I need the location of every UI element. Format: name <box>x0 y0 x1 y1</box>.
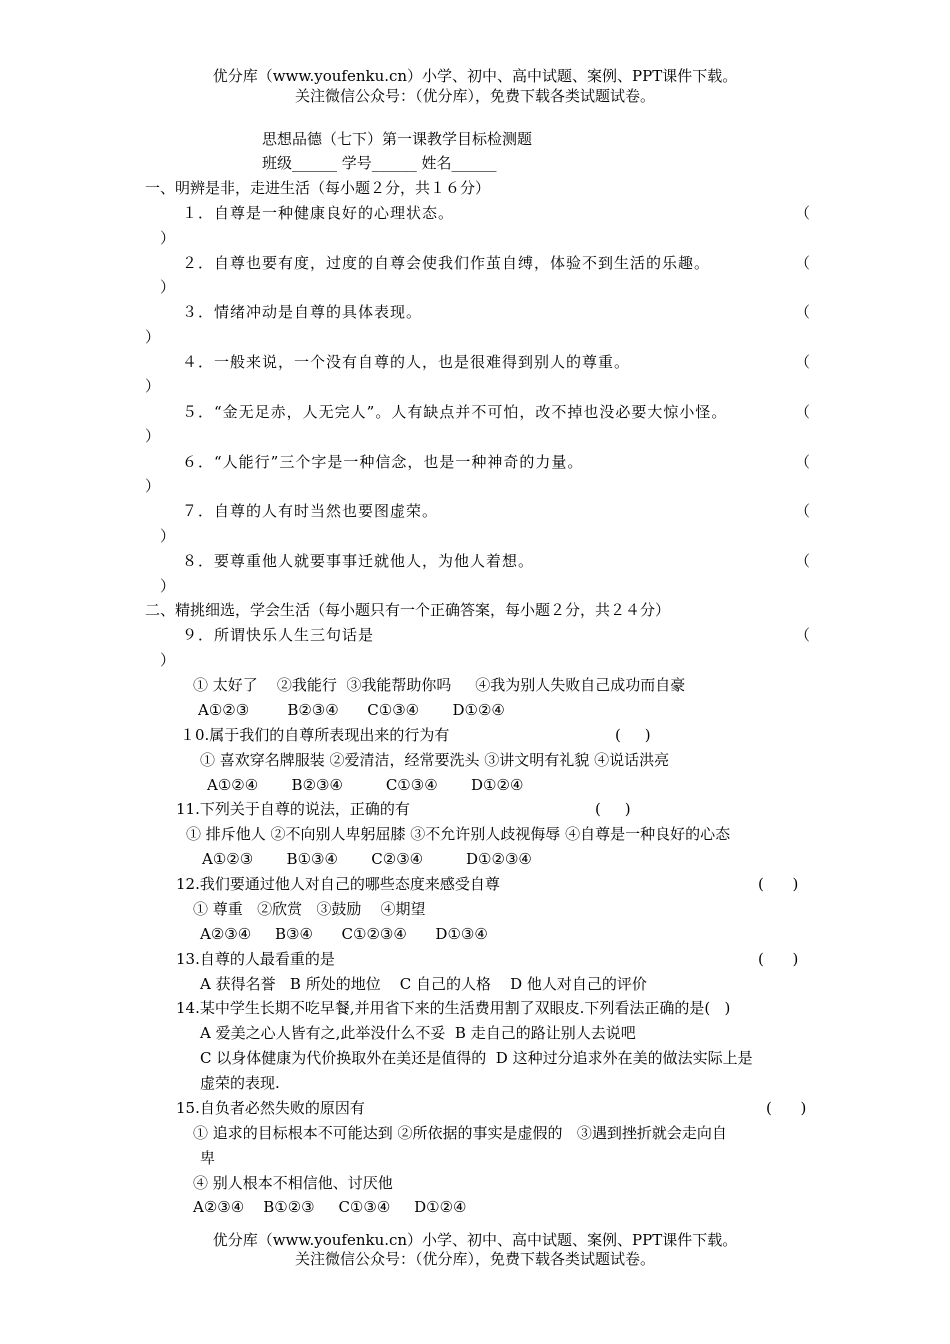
footer-line-1: 优分库（www.youfenku.cn）小学、初中、高中试题、案例、PPT课件下载。 <box>212 1231 738 1249</box>
q12-choices: A②③④ B③④ C①②③④ D①③④ <box>200 925 488 943</box>
q11-options: ① 排斥他人 ②不向别人卑躬屈膝 ③不允许别人歧视侮辱 ④自尊是一种良好的心态 <box>186 825 731 843</box>
q15-stem: 15.自负者必然失败的原因有 <box>176 1099 365 1117</box>
section-1-heading: 一、明辨是非，走进生活（每小题２分，共１６分） <box>145 179 491 197</box>
q14-options-ab: A 爱美之心人皆有之,此举没什么不妥 B 走自己的路让别人去说吧 <box>200 1024 636 1042</box>
q15-options-1-cont: 卑 <box>200 1149 216 1167</box>
answer-paren-open: （ <box>795 453 811 471</box>
q11-choices: A①②③ B①③④ C②③④ D①②③④ <box>202 850 532 868</box>
answer-paren-open: （ <box>795 403 811 421</box>
answer-paren-close: ） <box>160 651 176 669</box>
s1-item-6: ６．“人能行”三个字是一种信念，也是一种神奇的力量。 <box>182 453 584 471</box>
q14-options-cd: C 以身体健康为代价换取外在美还是值得的 D 这种过分追求外在美的做法实际上是 <box>200 1049 753 1067</box>
q9-choices: A①②③ B②③④ C①③④ D①②④ <box>198 701 505 719</box>
header-line-2: 关注微信公众号：（优分库），免费下载各类试题试卷。 <box>294 87 655 105</box>
s1-item-7: ７．自尊的人有时当然也要图虚荣。 <box>182 502 439 520</box>
answer-paren-close: ） <box>160 229 176 247</box>
q15-choices: A②③④ B①②③ C①③④ D①②④ <box>193 1198 467 1216</box>
q13-stem: 13.自尊的人最看重的是 <box>176 950 335 968</box>
q12-stem: 12.我们要通过他人对自己的哪些态度来感受自尊 <box>176 875 500 893</box>
header-line-1: 优分库（www.youfenku.cn）小学、初中、高中试题、案例、PPT课件下载。 <box>212 67 738 85</box>
answer-paren-close: ） <box>160 278 176 296</box>
q14-options-cd-cont: 虚荣的表现. <box>200 1074 280 1092</box>
q13-options: A 获得名誉 B 所处的地位 C 自己的人格 D 他人对自己的评价 <box>200 975 647 993</box>
answer-paren-close: ） <box>145 328 161 346</box>
answer-paren-open: （ <box>795 303 811 321</box>
s1-item-5: ５．“金无足赤，人无完人”。人有缺点并不可怕，改不掉也没必要大惊小怪。 <box>182 403 728 421</box>
s1-item-8: ８．要尊重他人就要事事迁就他人，为他人着想。 <box>182 552 535 570</box>
q11-answer-paren: ( ) <box>595 800 631 818</box>
q15-options-2: ④ 别人根本不相信他、讨厌他 <box>193 1174 393 1192</box>
q10-choices: A①②④ B②③④ C①③④ D①②④ <box>207 776 524 794</box>
answer-paren-open: （ <box>795 353 811 371</box>
answer-paren-open: （ <box>795 254 811 272</box>
answer-paren-close: ） <box>160 527 176 545</box>
s1-item-3: ３．情绪冲动是自尊的具体表现。 <box>182 303 423 321</box>
student-info-line: 班级______ 学号______ 姓名______ <box>262 154 497 172</box>
answer-paren-open: （ <box>795 552 811 570</box>
answer-paren-close: ） <box>145 377 161 395</box>
q12-answer-paren: ( ) <box>758 875 799 893</box>
q15-options-1: ① 追求的目标根本不可能达到 ②所依据的事实是虚假的 ③遇到挫折就会走向自 <box>193 1124 727 1142</box>
footer-line-2: 关注微信公众号：（优分库），免费下载各类试题试卷。 <box>294 1250 655 1268</box>
answer-paren-close: ） <box>160 577 176 595</box>
s1-item-2: ２．自尊也要有度，过度的自尊会使我们作茧自缚，体验不到生活的乐趣。 <box>182 254 711 272</box>
q11-stem: 11.下列关于自尊的说法，正确的有 <box>176 800 410 818</box>
q12-options: ① 尊重 ②欣赏 ③鼓励 ④期望 <box>193 900 426 918</box>
answer-paren-close: ） <box>145 427 161 445</box>
q10-options: ① 喜欢穿名牌服装 ②爱清洁，经常要洗头 ③讲文明有礼貌 ④说话洪亮 <box>200 751 670 769</box>
q10-stem: １0.属于我们的自尊所表现出来的行为有 <box>180 726 450 744</box>
answer-paren-close: ） <box>145 477 161 495</box>
answer-paren-open: （ <box>795 502 811 520</box>
s1-item-1: １．自尊是一种健康良好的心理状态。 <box>182 204 455 222</box>
q15-answer-paren: ( ) <box>766 1099 807 1117</box>
q9-options: ① 太好了 ②我能行 ③我能帮助你吗 ④我为别人失败自己成功而自豪 <box>193 676 686 694</box>
answer-paren-open: （ <box>795 204 811 222</box>
q10-answer-paren: ( ) <box>615 726 651 744</box>
q13-answer-paren: ( ) <box>758 950 799 968</box>
answer-paren-open: （ <box>795 626 811 644</box>
q9-stem: ９．所谓快乐人生三句话是 <box>182 626 375 644</box>
section-2-heading: 二、精挑细选，学会生活（每小题只有一个正确答案，每小题２分，共２４分） <box>145 601 671 619</box>
s1-item-4: ４．一般来说，一个没有自尊的人，也是很难得到别人的尊重。 <box>182 353 631 371</box>
page-title: 思想品德（七下）第一课教学目标检测题 <box>262 130 533 148</box>
q14-stem: 14.某中学生长期不吃早餐,并用省下来的生活费用割了双眼皮.下列看法正确的是( ) <box>176 999 731 1017</box>
